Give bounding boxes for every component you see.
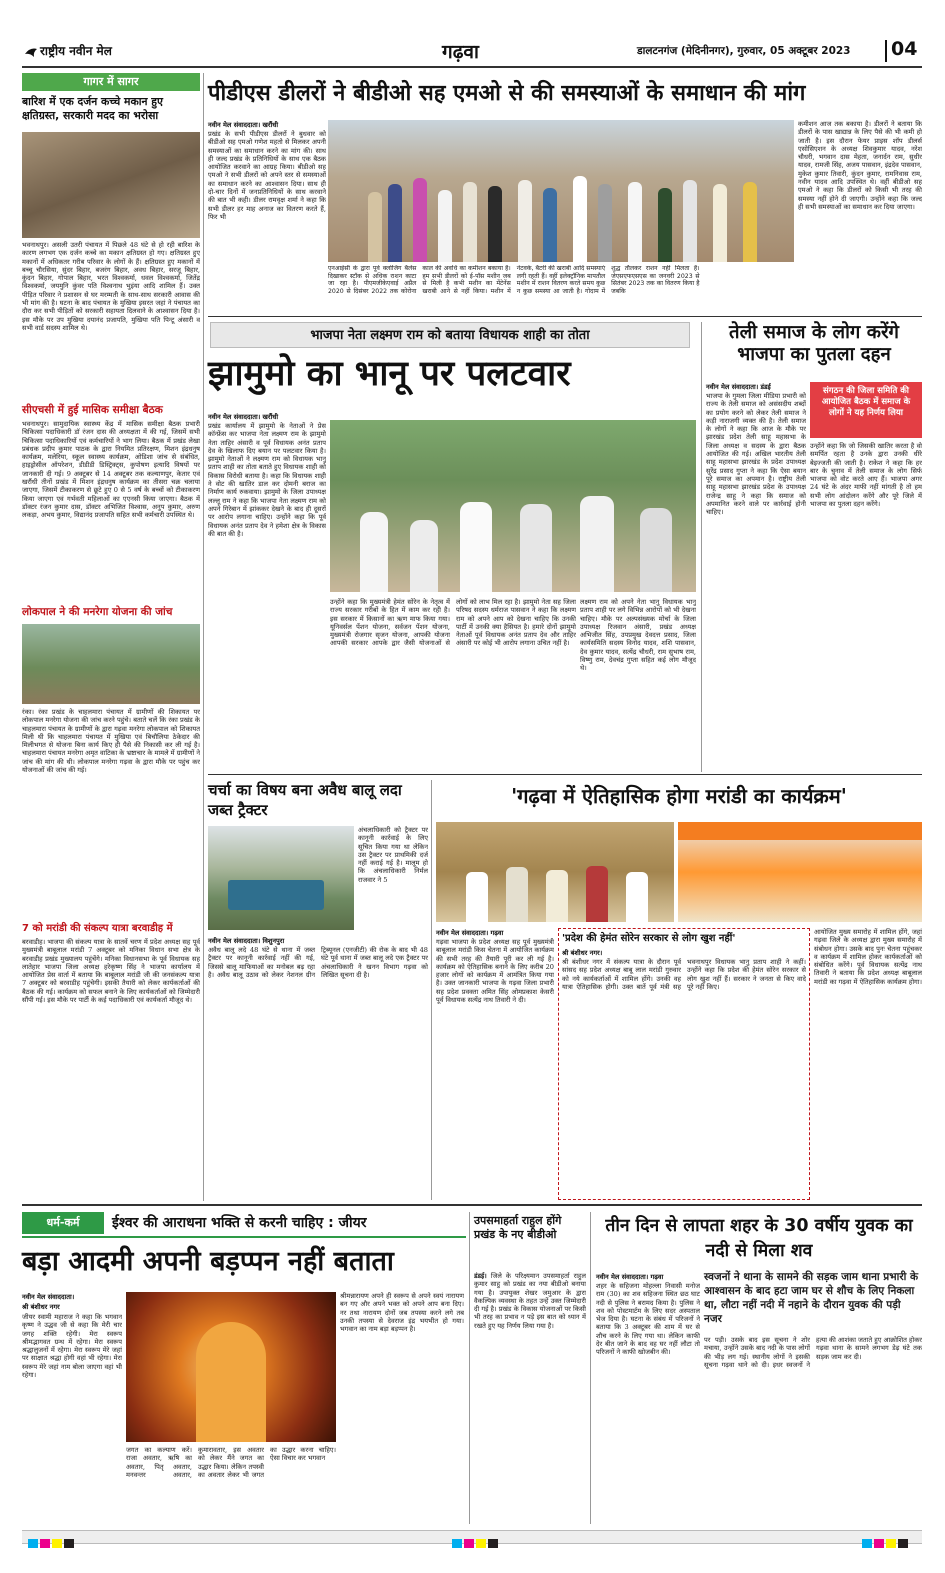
swatch-magenta	[40, 1539, 50, 1548]
jmm-headline: झामुमो का भानू पर पलटवार	[208, 354, 571, 394]
swatch-magenta-mid	[464, 1539, 474, 1548]
marandi-photo-2	[678, 822, 922, 922]
marandi-sub-byline: श्री बंशीधर नगर।	[562, 949, 603, 957]
dharm-label: धर्म-कर्म	[22, 1212, 104, 1234]
swatch-black-right	[898, 1539, 908, 1548]
masthead-rule	[22, 66, 922, 68]
sand-byline: नवीन मेल संवाददाता। विशुनपुरा	[208, 937, 285, 945]
masthead-divider	[885, 40, 887, 62]
lower-rule	[22, 1204, 922, 1206]
teli-headline: तेली समाज के लोग करेंगे भाजपा का पुतला दहन	[729, 322, 899, 365]
marandi-right-body: आयोजित मुख्य समारोह में शामिल होंगे, जहां गढ़वा जिले के अध्यक्ष द्वारा मुख्य समारोह में संबोधन होगा। उसके बाद पुनः चेतना पहुंचकर व कार्यक्रम में शामिल होकर कार्यकर्ताओं को संबोधित करेंगे। पूर्व विधायक सत्येंद्र नाथ तिवारी ने बताया कि प्रदेश अध्यक्ष बाबूलाल मरांडी का गढ़वा में ऐतिहासिक कार्यक्रम होगा।	[814, 928, 922, 986]
story-rain-body: भवनाथपुर। असली उतरी पंचायत में पिछले 48 घंटे से हो रही बारिश के कारण लगभग एक दर्जन कच्चे का मकान क्षतिग्रस्त हो गए। क्षतिग्रस्त हुए मकानों में अधिकतर गरीब परिवार के लोगों के हैं। क्षतिग्रस्त हुए मकानों में बच्चू चौरसिया, सुंदर बिहार, बजरंग बिहार, अवध बिहार, सरजू बिहार, कुंदन बिहार, गोपाल बिहार, भरत विश्वकर्मा, धवल विश्वकर्मा, जितेंद्र विश्वकर्मा, जयमुनि कुंवर पति विश्वनाथ भुइंया आदि शामिल हैं। उक्त पीड़ित परिवार ने प्रशासन से घर मरम्मती के साथ-साथ सरकारी आवास की भी मांग की है। घटना के बाद पंचायत के मुखिया इसरत जहां ने पंचायत का दौरा कर सभी पीड़ितों को सरकारी सहायता दिलवाने के आश्वासन दिया है। इस मौके पर उप मुखिया दयानंद प्रजापति, मुखिया पति पिन्टू अंसारी व सभी वार्ड सदस्य शामिल थे।	[22, 241, 200, 332]
swatch-cyan	[28, 1539, 38, 1548]
dharm-headline: बड़ा आदमी अपनी बड़प्पन नहीं बताता	[22, 1246, 394, 1277]
sand-body: अवैध बालू लदे 48 घंटे से थाना में जब्त ट्रैक्टर पर कानूनी कार्रवाई नहीं की गई, जिससे बालू माफियाओं का मनोबल बढ़ रहा है। अवैध बालू उठाव को लेकर नेशनल ग्रीन ट्रिब्यूनल (एनजीटी) की रोक के बाद भी 48 घंटे पूर्व थाना में जब्त बालू लदे एक ट्रैक्टर पर अंचलाधिकारी ने खनन विभाग गढ़वा को लिखित सूचना दी है।	[208, 946, 428, 979]
story-chc-headline: सीएचसी में हुई मासिक समीक्षा बैठक	[22, 404, 163, 416]
left-column-label-text: गागर में सागर	[83, 75, 139, 88]
teli-body-2: उन्होंने कहा कि जो जिसकी खातिर करता है वो समर्पित रहता है उनके द्वारा उनकी धीरे बेइज्जती की जाती है। राकेश ने कहा कि हर बार के चुनाव में तेली समाज के लोग सिर्फ भाजपा को वोट करते आए हैं। भाजपा अगर 24 घंटे के अंदर माफी नहीं मांगती है तो हम सभी लोग आंदोलन करेंगे और पूरे जिले में भाजपा का पुतला दहन करेंगे।	[810, 442, 922, 509]
top-story-photo	[328, 120, 794, 262]
sand-photo	[208, 826, 354, 930]
marandi-subhead: 'प्रदेश की हेमंत सोरेन सरकार से लोग खुश नहीं'	[562, 933, 736, 944]
sand-body-top: अंचलाधिकारी को ट्रैक्टर पर कानूनी कार्रवाई के लिए सूचित किया गया था लेकिन उस ट्रैक्टर पर प्राथमिकी दर्ज नहीं कराई गई है। मालूम हो कि अंचलाधिकारी निर्मल राजवार ने 5	[358, 826, 428, 884]
footer-swatches-right	[862, 1533, 910, 1552]
masthead-logo-icon	[24, 43, 38, 55]
top-story-byline: नवीन मेल संवाददाता। खरौंधी	[208, 121, 279, 129]
story-rain-photo	[22, 132, 200, 238]
bjp-banner	[678, 822, 922, 840]
jmm-divider	[701, 322, 702, 772]
sand-divider	[431, 780, 432, 1200]
missing-byline: नवीन मेल संवाददाता। गढ़वा	[596, 1273, 664, 1281]
story-lokpal-headline: लोकपाल ने की मनरेगा योजना की जांच	[22, 606, 173, 618]
dharm-body-2: जगत का कल्याण करें। राजा अवतार, ऋषि का अवतार, पितृ अवतार, मनवन्तर अवतार, कुमारावतार, इस अवतार को लेकर मैंने जगत का उद्धार किया। लेकिन तपस्वी का अवतार लेकर भी जगत का उद्धार करना चाहिए। ऐसा विचार कर भगवान	[126, 1446, 336, 1479]
jmm-kicker: भाजपा नेता लक्ष्मण राम को बताया विधायक शाही का तोता	[310, 328, 590, 343]
swatch-cyan-mid	[452, 1539, 462, 1548]
bdo-body-text: जिले के परिक्ष्यमान उपसमाहर्ता राहुल कुमार साहु को प्रखंड का नया बीडीओ बनाया गया है। उपायुक्त शेखर जमुआर के द्वारा वैकल्पिक व्यवस्था के तहत उन्हें उक्त जिम्मेदारी दी गई है। प्रखंड के विकास योजनाओं पर किसी भी तरह का प्रभाव न पड़े इस बात को ध्यान में रखते हुए यह निर्णय लिया गया है।	[474, 1272, 586, 1330]
dharm-kicker-underline	[22, 1236, 466, 1238]
story-marandi-barwadih-body: बरवाडीह। भाजपा की संकल्प यात्रा के सातवें चरण में प्रदेश अध्यक्ष सह पूर्व मुख्यमंत्री बाबूलाल मरांडी 7 अक्टूबर को मनिका विधान सभा क्षेत्र के बरवाडीह प्रखंड मुख्यालय पहुंचेंगे। मनिका विधानसभा के पूर्व विधायक सह लातेहार भाजपा जिला अध्यक्ष हरेकृष्ण सिंह ने भाजपा कार्यालय में आयोजित प्रेस वार्ता में बताया कि बाबूलाल मरांडी जी की जनसंकल्प यात्रा 7 अक्टूबर को बरवाडीह पहुंचेगी। इसकी तैयारी को लेकर कार्यकर्ताओं की बैठक की गई। कार्यक्रम को सफल बनाने के लिए कार्यकर्ताओं को जिम्मेदारी सौंपी गई। इस मौके पर पार्टी के कई पदाधिकारी एवं कार्यकर्ता मौजूद थे।	[22, 938, 200, 1005]
teli-pullquote: संगठन की जिला समिति की आयोजित बैठक में समाज के लोगों ने यह निर्णय लिया	[810, 382, 922, 438]
missing-body: शहर के सहिजना मोहल्ला निवासी मनोज राम (30) का शव सहिजना स्थित छठ घाट नदी से पुलिस ने बरामद किया है। पुलिस ने शव को पोस्टमार्टम के लिए सदर अस्पताल भेज दिया है। घटना के संबंध में परिजनों ने बताया कि 3 अक्टूबर की शाम में घर से शौच करने के लिए गया था। लेकिन काफी देर बीत जाने के बाद वह घर नहीं लौटा तो परिजनों ने काफी खोजबीन की।	[596, 1282, 700, 1357]
top-story-caption: एनआईसी के द्वारा पूर्व क्लोजिंग बैलेंस दिखाकर स्टॉक से अधिक राशन काटा जा रहा है। पीएमजीकेएवाई अप्रैल 2020 से दिसंबर 2022 तक कोरोना काल की अवधि का कमीशन बकाया है। हम सभी डीलरों को ई-पॉस मशीन जब से मिली है कभी मशीन का मेंटेनेंस खराबी आने से नहीं किया। मशीन में नेटवर्क, बैटरी की खराबी आदि समस्याएं लगी रहती हैं। वहीं इलेक्ट्रॉनिक मापतौल मशीन में राशन वितरण करते समय कुछ न कुछ समस्या आ जाती है। गोदाम में शुद्ध तौलकर राशन नहीं मिलता है। जेएसएफएसएस का जनवरी 2023 से सितंबर 2023 तक का वितरण किया है जबकि	[328, 265, 700, 295]
story-lokpal-photo	[22, 624, 200, 704]
bdo-byline: डंडई।	[474, 1272, 487, 1280]
dharm-byline: नवीन मेल संवाददाता।	[22, 1293, 75, 1301]
footer-swatches-left	[28, 1533, 76, 1552]
swatch-yellow-mid	[476, 1539, 486, 1548]
bdo-kicker: उपसमाहर्ता राहुल होंगे प्रखंड के नए बीडीओ	[474, 1214, 562, 1241]
left-column-divider	[203, 73, 204, 1201]
teli-body: भाजपा के गुमला जिला मीडिया प्रभारी को राज्य के तेली समाज को असंसदीय शब्दों का प्रयोग करने को लेकर तेली समाज ने कड़ी नाराजगी व्यक्त की है। तेली समाज के लोगों ने कहा कि आज के मौके पर झारखंड प्रदेश तेली साहू महासभा के जिला अध्यक्ष व सदस्य के द्वारा बैठक आयोजित की गई। अखिल भारतीय तेली साहू महासभा झारखंड के प्रदेश उपाध्यक्ष सुरेंद्र प्रसाद गुप्ता ने कहा कि ऐसा बयान पूरे समाज का अपमान है। राष्ट्रीय तेली साहू महासभा झारखंड प्रदेश के उपाध्यक्ष राजेन्द्र साहू ने कहा कि समाज को अपमानित करने वाले पर कार्रवाई होनी चाहिए।	[706, 392, 806, 517]
missing-pullquote: स्वजनों ने थाना के सामने की सड़क जाम थाना प्रभारी के आश्वासन के बाद हटा जाम घर से शौच के लिए निकला था, लौटा नहीं नदी में नहाने के दौरान युवक की पड़ी नजर	[704, 1271, 919, 1325]
marandi-body: गढ़वा भाजपा के प्रदेश अध्यक्ष सह पूर्व मुख्यमंत्री बाबूलाल मरांडी किस चेतना में आयोजित कार्यक्रम की सभी तरह की तैयारी पूरी कर ली गई है। कार्यक्रम को ऐतिहासिक बनाने के लिए करीब 20 हजार लोगों को कार्यक्रम में आमंत्रित किया गया है। उक्त जानकारी भाजपा के गढ़वा जिला प्रभारी सह प्रदेश प्रवक्ता अमित सिंह ओमप्रकाश केसरी पूर्व विधायक सत्येंद्र नाथ तिवारी ने दी।	[436, 938, 554, 1005]
story-rain-headline: बारिश में एक दर्जन कच्चे मकान हुए क्षतिग्रस्त, सरकारी मदद का भरोसा	[22, 95, 163, 122]
jmm-body-3: लक्ष्मण राम को अपने नेता भानु विधायक भानु प्रताप शाही पर लगे विभिन्न आरोपों को भी देखना चाहिए। मौके पर अल्पसंख्यक मोर्चा के जिला उपाध्यक्ष रिजवान अंसारी, प्रखंड अध्यक्ष अभिजीत सिंह, उपप्रमुख देवदत्त प्रसाद, जिला कार्यसमिति सदस्य विनोद यादव, शशि पासवान, देव कुमार यादव, सत्येंद्र चौधरी, राम सुभाष राम, विष्णु राम, देवचंद्र गुप्ता सहित कई लोग मौजूद थे।	[580, 598, 696, 673]
marandi-photo-1	[436, 822, 674, 922]
top-story-headline: पीडीएस डीलरों ने बीडीओ सह एमओ से की समस्याओं के समाधान की मांग	[208, 81, 806, 106]
masthead	[22, 34, 922, 64]
swatch-black-mid	[488, 1539, 498, 1548]
footer-swatches-mid	[452, 1533, 500, 1552]
dharm-kicker: ईश्वर की आराधना भक्ति से करनी चाहिए : जीयर	[112, 1215, 367, 1231]
top-story-body: प्रखंड के सभी पीडीएस डीलरों ने बुधवार को बीडीओ सह एमओ गणेश महतो से मिलकर अपनी समस्याओं का समाधान करने का मांग की। साथ ही जल्द प्रखंड के प्रतिनिधियों के साथ एक बैठक आयोजित करवाने का आग्रह किया। बीडीओ सह एमओ ने सभी डीलरों को अपने स्तर से समस्याओं का समाधान करने का आश्वासन दिया। साथ ही दो-चार दिनों में जनप्रतिनिधियों के साथ करवाने की बात भी कही। डीलर रामवृक्ष शर्मा ने कहा कि सभी डीलर हर माह अनाज का वितरण करते हैं, फिर भी	[208, 130, 326, 221]
footer-color-bar	[22, 1530, 922, 1544]
marandi-sub-body: श्री बंशीधर नगर में संकल्प यात्रा के दौरान पूर्व सांसद सह प्रदेश अध्यक्ष बाबू लाल मरांडी गुरुवार को नये कार्यकर्ताओं में शामिल होंगे। उनकी वह यात्रा ऐतिहासिक होगी। उक्त बातें पूर्व मंत्री सह भवनाथपुर विधायक भानु प्रताप शाही ने कहीं। उन्होंने कहा कि प्रदेश की हेमंत सोरेन सरकार से लोग खुश नहीं हैं। सरकार ने जनता से किए वादे पूरे नहीं किए।	[562, 958, 806, 991]
dharm-photo	[126, 1292, 336, 1442]
mid-rule	[208, 774, 922, 775]
marandi-byline: नवीन मेल संवाददाता। गढ़वा	[436, 929, 504, 937]
jmm-body: प्रखंड कार्यालय में झामुमो के नेताओं ने प्रेस कॉन्फ्रेंस कर भाजपा नेता लक्ष्मण राम के झामुमो नेता ताहिर अंसारी व पूर्व विधायक अनंत प्रताप देव के खिलाफ दिए बयान पर पलटवार किया है। झामुमो नेताओं ने लक्ष्मण राम को विधायक भानु प्रताप शाही का तोता बताते हुए विधायक शाही को विकास विरोधी बताया है। कहा कि विधायक शाही ने वोट की खातिर डाल कर दोमनी बराज का निर्माण कार्य रुकवाया। झामुमो के जिला उपाध्यक्ष लल्लू राम ने कहा कि भाजपा नेता लक्ष्मण राम को अपने गिरेबान में झांककर देखने के बाद ही दूसरों पर आरोप लगाना चाहिए। उन्होंने कहा कि पूर्व विधायक अनंत प्रताप देव ने हमेशा क्षेत्र के विकास की बात की है।	[208, 422, 326, 538]
jmm-photo	[330, 420, 696, 592]
story-marandi-barwadih-headline: 7 को मरांडी की संकल्प यात्रा बरवाडीह में	[22, 923, 173, 934]
dharm-body: जीयर स्वामी महाराज ने कहा कि भगवान कृष्ण ने उद्धव जी से कहा कि मेरी चार जगह शक्ति रहेगी। मेरा स्वरूप श्रीमद्भागवत ग्रन्थ में रहेगा। मेरा स्वरूप श्रद्धालुजनों में रहेगा। मेरा स्वरूप मेरे जहां पर साक्षात श्रद्धा होगी वहां भी रहेगा। मेरा स्वरूप मेरे जहां नाम बोला जाएगा वहां भी रहेगा।	[22, 1313, 122, 1380]
top-story-rule	[208, 316, 922, 317]
swatch-yellow-right	[886, 1539, 896, 1548]
marandi-headline: 'गढ़वा में ऐतिहासिक होगा मरांडी का कार्यक्रम'	[511, 784, 847, 808]
dharm-body-3: श्रीमन्नारायण अपने ही स्वरूप से अपने स्वयं नारायण बन गए और अपने भक्त को अपने आप बना दिए। नर तथा नारायण दोनों जब तपस्या करने लगे तब उनकी तपस्या से देवराज इंद्र भयभीत हो गया। भगवान का नाम बड़ा बड़प्पन है।	[340, 1292, 464, 1334]
masthead-section: गढ़वा	[442, 41, 479, 63]
page-number: 04	[891, 38, 918, 60]
bdo-divider	[590, 1212, 591, 1524]
missing-headline: तीन दिन से लापता शहर के 30 वर्षीय युवक का नदी से मिला शव	[605, 1216, 913, 1261]
jmm-kicker-box	[210, 322, 690, 348]
story-chc-body: भवनाथपुर। सामुदायिक स्वास्थ्य केंद्र में मासिक समीक्षा बैठक प्रभारी चिकित्सा पदाधिकारी डॉ रंजन दास की अध्यक्षता में की गई, जिसमें सभी चिकित्सा पदाधिकारियों एवं कर्मचारियों ने भाग लिया। बैठक में प्रखंड लेखा प्रबंधक प्रदीप कुमार पाठक के द्वारा नियमित प्रतिरक्षण, मिशन इंद्रधनुष कार्यक्रम, मलेरिया, स्कूल स्वास्थ्य कार्यक्रम, ओडिशा जांच से संबंधित, हाइड्रोसील ऑपरेशन, डीडीडी डिस्ट्रिक्ट्स, कुपोषण इत्यादि विषयों पर जानकारी दी गई। 9 अक्टूबर से 14 अक्टूबर तक कल्याणपुर, केतार एवं खरौंधी तीनों प्रखंड में मिशन इंद्रधनुष कार्यक्रम का तीसरा चक्र चलाया जाएगा, जिसमें टीकाकरण से छूटे हुए 0 से 5 वर्ष के बच्चों को टीकाकरण किया जाएगा एवं गर्भवती महिलाओं का एएनसी किया जाएगा। बैठक में डॉक्टर रंजन कुमार दास, डॉक्टर अभिजित विश्वास, अनुप कुमार, अरुण लकड़ा, अभय कुमार, विद्यानंद प्रजापति सहित सभी कर्मचारी उपस्थित थे।	[22, 420, 200, 520]
dharm-place: श्री बंशीधर नगर	[22, 1303, 60, 1311]
left-column-label	[22, 73, 200, 91]
masthead-dateline: डालटनगंज (मेदिनीनगर), गुरुवार, 05 अक्टूबर 2023	[637, 45, 851, 57]
masthead-paper-name: राष्ट्रीय नवीन मेल	[40, 44, 112, 58]
dharm-divider	[469, 1212, 470, 1524]
swatch-yellow	[52, 1539, 62, 1548]
tractor-shape	[228, 880, 324, 910]
saint-figure	[196, 1322, 266, 1442]
jmm-body-2: उन्होंने कहा कि मुख्यमंत्री हेमंत सोरेन के नेतृत्व में राज्य सरकार गरीबों के हित में काम कर रही है। इस सरकार में किसानों का ऋण माफ किया गया। यूनिवर्सल पेंशन योजना, सर्वजन पेंशन योजना, मुख्यमंत्री रोजगार सृजन योजना, आपकी योजना आपकी सरकार आपके द्वार जैसी योजनाओं से लोगों को लाभ मिल रहा है। झामुमो नेता सह जिला परिषद सदस्य धर्मराज पासवान ने कहा कि लक्ष्मण राम को अपने आप को देखना चाहिए कि उनकी पार्टी में उनकी क्या हैसियत है। हमारे दोनों झामुमो नेताओं पूर्व विधायक अनंत प्रताप देव और ताहिर अंसारी पर कोई भी आरोप लगाना उचित नहीं है।	[330, 598, 576, 648]
top-story-right-body: कमीशन आज तक बकाया है। डीलरों ने बताया कि डीलरों के पास खाद्यान्न के लिए पैसे की भी कमी हो जाती है। इस दौरान फेयर प्राइस शॉप डीलर्स एसोसिएशन के अध्यक्ष शिवकुमार यादव, नरेश चौधरी, भगवान दास मेहता, जनार्दन राम, सुधीर यादव, रामजी सिंह, अजय पासवान, इंद्रदेव पासवान, मुकेश कुमार तिवारी, कुंदन कुमार, रामनिवास राम, नवीन यादव आदि उपस्थित थे। वहीं बीडीओ सह एमओ ने कहा कि डीलरों को किसी भी तरह की समस्या नहीं होने दी जाएगी। उन्होंने कहा कि जल्द ही सभी समस्याओं का समाधान कर दिया जाएगा।	[798, 120, 922, 211]
bdo-body	[474, 1272, 586, 1522]
sand-headline: चर्चा का विषय बना अवैध बालू लदा जब्त ट्रैक्टर	[208, 781, 402, 819]
teli-byline: नवीन मेल संवाददाता। डंडई	[706, 383, 771, 391]
swatch-cyan-right	[862, 1539, 872, 1548]
swatch-black	[64, 1539, 74, 1548]
swatch-magenta-right	[874, 1539, 884, 1548]
story-lokpal-body: रंका। रंका प्रखंड के चाहलमारा पंचायत में ग्रामीणों की शिकायत पर लोकपाल मनरेगा योजना की जांच करने पहुंचे। बताते चलें कि रंका प्रखंड के चाहलमारा पंचायत के ग्रामीणों के द्वारा गढ़वा मनरेगा लोकपाल को शिकायत मिली थी कि चाहलमारा पंचायत में मुखिया एवं बिचौलिया ठेकेदार की मिलीभगत से योजना बिना कार्य किए ही पैसे की निकासी कर ली गई है। चाहलमारा पंचायत मनरेगा अमृत वाटिका के भ्रष्टाचार के मामले में ग्रामीणों ने जांच की मांग की थी। लोकपाल मनरेगा गढ़वा के द्वारा मौके पर पहुंच कर योजनाओं की जांच की गई।	[22, 708, 200, 775]
missing-body-2: पर पड़ी। उसके बाद इस सूचना ने शोर मचाया, उन्होंने उसके बाद नदी के पास लोगों की भीड़ लग गई। स्थानीय लोगों ने इसकी सूचना गढ़वा थाने को दी। इधर स्वजनों ने हत्या की आशंका जताते हुए आक्रोशित होकर गढ़वा थाना के सामने लगभग डेढ़ घंटे तक सड़क जाम कर दी।	[704, 1336, 922, 1369]
jmm-byline: नवीन मेल संवाददाता। खरौंधी	[208, 413, 279, 421]
